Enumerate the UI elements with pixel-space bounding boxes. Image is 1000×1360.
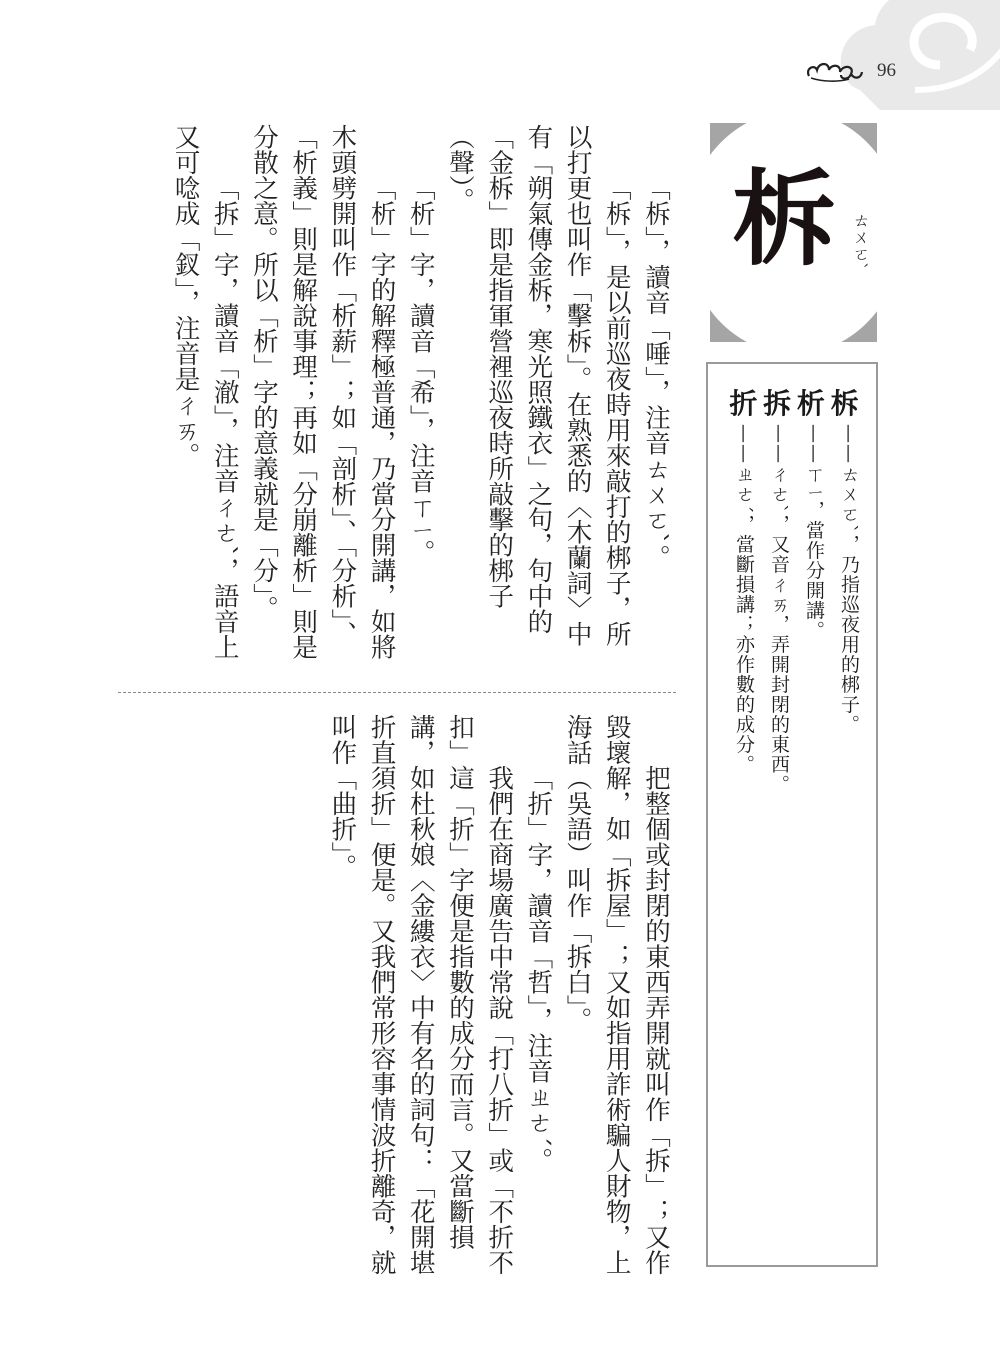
glossary-entry: ——ㄒㄧ，當作分開講。 [803, 424, 825, 641]
paragraph: 「折」字，讀音「哲」，注音ㄓㄜˊ。 [523, 765, 554, 1173]
hero-character: 柝 [732, 157, 837, 280]
glossary-heading: 拆 [763, 387, 792, 420]
upper-body-text [120, 124, 675, 664]
glossary-entry: ——ㄓㄜˊ，當斷損講；亦作數的成分。 [733, 424, 755, 775]
paragraph: 「拆」字，讀音「澈」，注音ㄔㄜˋ，語音上又可唸成「釵」，注音是ㄔㄞ。 [170, 124, 240, 660]
glossary-entry: ——ㄊㄨㄛˋ，乃指巡夜用的梆子。 [838, 424, 860, 735]
lower-body-text [320, 714, 675, 1279]
hero-zhuyin: ㄊㄨㄛˋ [849, 211, 869, 271]
glossary-headings [728, 382, 860, 422]
paragraph: 「析」字的解釋極普通，乃當分開講，如將木頭劈開叫作「析薪」；如「剖析」、「分析」、「析義」則是解說事理；再如「分崩離析」則是分散之意。所以「析」字的意義就是「分」。 [248, 124, 397, 660]
cloud-ornament-icon [805, 58, 863, 84]
section-divider [118, 692, 676, 693]
glossary-entries [731, 424, 862, 795]
glossary-box [706, 362, 878, 1267]
paragraph: 「析」字，讀音「希」，注音ㄒㄧ。 [405, 175, 436, 566]
paragraph: 「柝」，是以前巡夜時用來敲打的梆子，所以打更也叫作「擊柝」。在熟悉的〈木蘭詞〉中有「朔氣傳金柝，寒光照鐵衣」之句，句中的「金柝」即是指軍營裡巡夜時所敲擊的梆子（聲）。 [444, 124, 632, 647]
glossary-heading: 析 [796, 387, 825, 420]
hero-character-panel [710, 123, 877, 342]
glossary-heading: 折 [729, 387, 758, 420]
paragraph: 「柝」，讀音「唾」，注音ㄊㄨㄛˋ。 [641, 175, 671, 571]
paragraph: 我們在商場廣告中常說「打八折」或「不折不扣」這「折」字便是指數的成分而言。又當斷損講，如杜秋娘〈金縷衣〉中有名的詞句：「花開堪折直須折」便是。又我們常形容事情波折離奇，就叫作「曲折」。 [327, 714, 515, 1275]
page-number: 96 [877, 60, 896, 81]
page-header [805, 58, 896, 84]
paragraph: 把整個或封閉的東西弄開就叫作「拆」；又作毀壞解，如「拆屋」；又如指用詐術騙人財物，上海話（吳語）叫作「拆白」。 [562, 714, 671, 1275]
glossary-entry: ——ㄔㄜˋ，又音ㄔㄞ，弄開封閉的東西。 [768, 424, 790, 795]
glossary-heading: 柝 [830, 387, 859, 420]
